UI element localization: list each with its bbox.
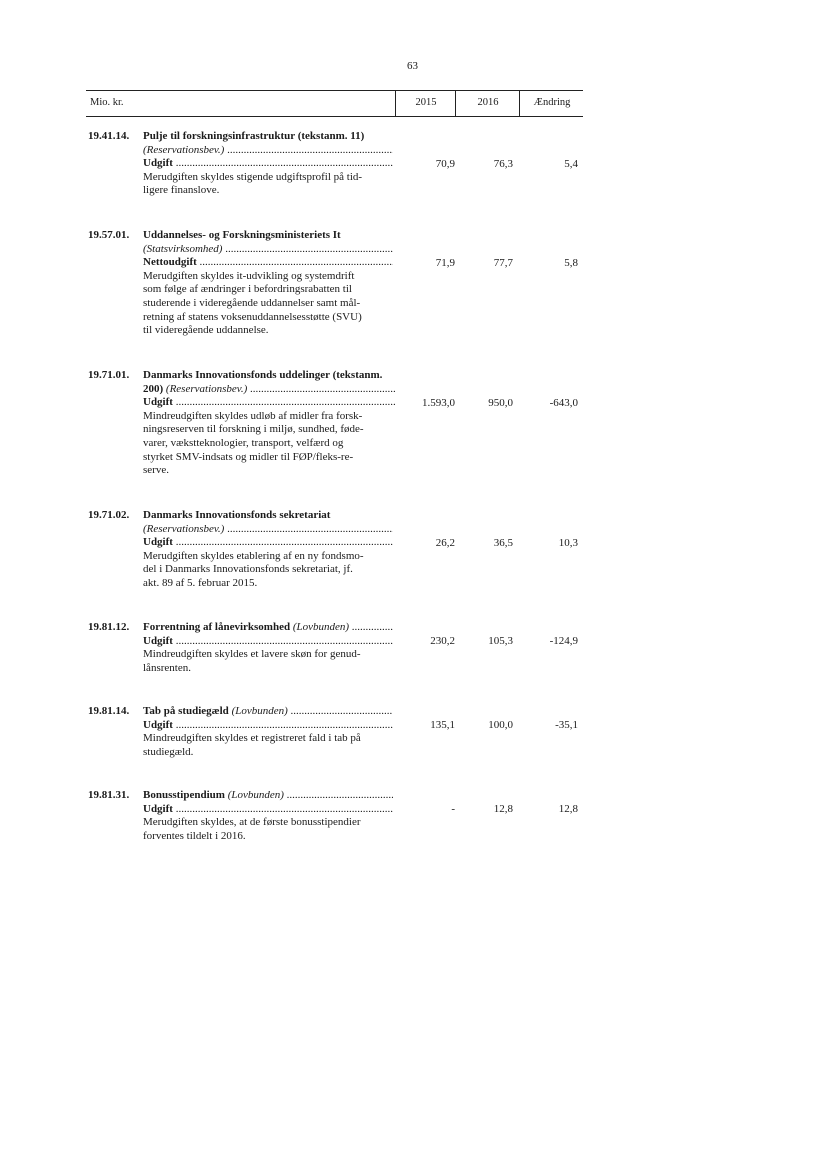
entry-note-line: ningsreserven til forskning i miljø, sundhed, føde- xyxy=(143,423,364,436)
entry-category: (Reservationsbev.) xyxy=(143,143,225,156)
value-2015: 1.593,0 xyxy=(422,397,455,409)
value-change: 10,3 xyxy=(558,537,578,549)
entry-note-line: til videregående uddannelse. xyxy=(143,324,269,337)
entry-title: Forrentning af lånevirksomhed xyxy=(143,621,291,633)
value-2016: 76,3 xyxy=(493,158,513,170)
entry-note-line: Merudgiften skyldes etablering af en ny fondsmo- xyxy=(143,549,364,562)
account-number: 19.81.31. xyxy=(88,789,130,801)
entry-category: (Lovbunden) xyxy=(227,789,284,801)
column-change: Ændring xyxy=(519,91,584,116)
entry-label: Udgift xyxy=(143,536,173,549)
entry-note-line: Merudgiften skyldes, at de første bonusstipendier xyxy=(143,816,361,829)
entry-note-line: som følge af ændringer i befordringsrabatten til xyxy=(143,283,352,296)
account-number: 19.41.14. xyxy=(88,130,130,142)
entry-label: Udgift xyxy=(143,634,173,647)
entry-note-line: lånsrenten. xyxy=(143,661,191,674)
entry-label: Nettoudgift xyxy=(143,256,197,269)
unit-label: Mio. kr. xyxy=(90,97,124,108)
entry-title: Bonusstipendium xyxy=(143,789,225,801)
entry-category: (Statsvirksomhed) xyxy=(143,242,223,255)
entry-label: Udgift xyxy=(143,718,173,731)
account-number: 19.71.01. xyxy=(88,369,130,381)
column-2015: 2015 xyxy=(395,91,456,116)
value-change: 12,8 xyxy=(558,803,578,815)
entry-title: Pulje til forskningsinfrastruktur (tekstanm. 11) xyxy=(143,130,365,142)
entry-note-line: studiegæld. xyxy=(143,745,194,758)
value-2015: 71,9 xyxy=(435,257,455,269)
entry-category: (Lovbunden) xyxy=(292,621,350,633)
value-2015: 230,2 xyxy=(430,635,455,647)
entry-note-line: serve. xyxy=(143,464,169,477)
value-2015: 70,9 xyxy=(435,158,455,170)
entry-note-line: akt. 89 af 5. februar 2015. xyxy=(143,576,258,589)
entry-note-line: styrket SMV-indsats og midler til FØP/fleks-re- xyxy=(143,450,354,463)
value-2016: 12,8 xyxy=(493,803,513,815)
column-2016: 2016 xyxy=(455,91,520,116)
entry-note-line: ligere finanslove. xyxy=(143,184,220,197)
page-number: 63 xyxy=(407,60,418,72)
entry-note-line: Mindreudgiften skyldes udløb af midler fra forsk- xyxy=(143,409,363,422)
account-number: 19.81.12. xyxy=(88,621,130,633)
account-number: 19.81.14. xyxy=(88,705,130,717)
entry-label: Udgift xyxy=(143,396,173,409)
entry-title: Danmarks Innovationsfonds uddelinger (tekstanm. xyxy=(143,369,383,381)
entry-note-line: varer, vækstteknologier, transport, velfærd og xyxy=(143,436,344,449)
value-change: -643,0 xyxy=(549,397,578,409)
entry-title: Tab på studiegæld xyxy=(143,705,229,717)
entry-title-continued: 200) xyxy=(143,382,164,395)
entry-note-line: Mindreudgiften skyldes et lavere skøn for genud- xyxy=(143,648,361,661)
value-2016: 105,3 xyxy=(488,635,513,647)
entry-note-line: retning af statens voksenuddannelsesstøtte (SVU) xyxy=(143,310,362,323)
entry-note-line: Mindreudgiften skyldes et registreret fald i tab på xyxy=(143,732,361,745)
entry-category: (Reservationsbev.) xyxy=(165,382,248,395)
value-2016: 77,7 xyxy=(493,257,513,269)
entry-title: Danmarks Innovationsfonds sekretariat xyxy=(143,509,331,521)
value-2016: 36,5 xyxy=(493,537,513,549)
entry-category: (Lovbunden) xyxy=(231,705,288,717)
value-change: 5,4 xyxy=(564,158,578,170)
account-number: 19.71.02. xyxy=(88,509,130,521)
value-change: -35,1 xyxy=(555,719,578,731)
entry-label: Udgift xyxy=(143,802,173,815)
table-header xyxy=(86,90,583,117)
value-2015: - xyxy=(451,803,455,815)
entry-note-line: studerende i videregående uddannelser samt mål- xyxy=(143,296,361,309)
value-change: 5,8 xyxy=(564,257,578,269)
entry-category: (Reservationsbev.) xyxy=(143,522,225,535)
value-2016: 950,0 xyxy=(488,397,513,409)
value-2015: 26,2 xyxy=(435,537,455,549)
value-2016: 100,0 xyxy=(488,719,513,731)
entry-note-line: Merudgiften skyldes it-udvikling og systemdrift xyxy=(143,269,355,282)
value-2015: 135,1 xyxy=(430,719,455,731)
account-number: 19.57.01. xyxy=(88,229,130,241)
entry-title: Uddannelses- og Forskningsministeriets It xyxy=(143,229,341,241)
entry-note-line: forventes tildelt i 2016. xyxy=(143,829,246,842)
value-change: -124,9 xyxy=(549,635,578,647)
entry-note-line: del i Danmarks Innovationsfonds sekretariat, jf. xyxy=(143,563,353,576)
entry-note-line: Merudgiften skyldes stigende udgiftsprofil på tid- xyxy=(143,170,363,183)
entry-label: Udgift xyxy=(143,157,173,170)
